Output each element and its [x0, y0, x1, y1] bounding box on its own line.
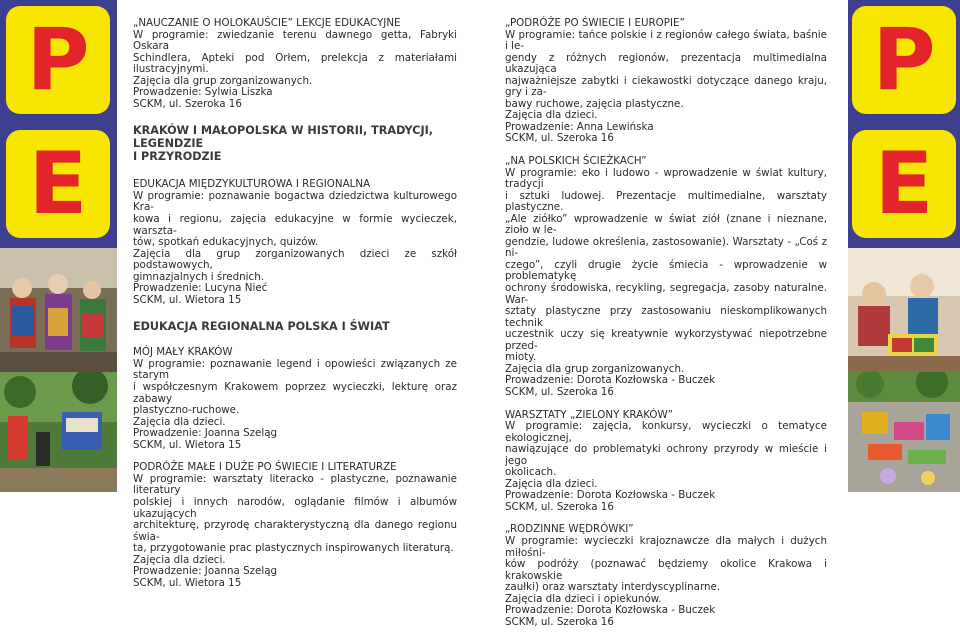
section-title: „NA POLSKICH ŚCIEŻKACH”	[505, 155, 647, 168]
section-title: MÓJ MAŁY KRAKÓW	[133, 346, 233, 359]
section-title: „RODZINNE WĘDRÓWKI”	[505, 523, 634, 536]
text-line: ta, przygotowanie prac plastycznych inspirowanych literaturą.	[133, 542, 454, 555]
text-line: SCKM, ul. Szeroka 16	[505, 615, 614, 628]
text-line: nawiązujące do problematyki ochrony przyrody w mieście i jego	[505, 443, 827, 467]
text-line: W programie: eko i ludowo - wprowadzenie w świat kultury, tradycji	[505, 166, 827, 191]
letter-e: E	[28, 134, 88, 234]
letter-tile-p	[6, 6, 110, 114]
text-line: Prowadzenie: Joanna Szeląg	[133, 565, 278, 578]
text-line: Zajęcia dla dzieci.	[133, 553, 226, 566]
text-line: bawy ruchowe, zajęcia plastyczne.	[505, 97, 684, 110]
text-line: tów, spotkań edukacyjnych, quizów.	[133, 236, 319, 249]
text-line: SCKM, ul. Szeroka 16	[505, 385, 614, 398]
section-title: EDUKACJA MIĘDZYKULTUROWA I REGIONALNA	[133, 178, 371, 191]
heading-line: I PRZYRODZIE	[133, 150, 222, 164]
text-line: uczestnik uczy się kreatywnie wykorzystywać niepotrzebne przed-	[505, 328, 827, 352]
text-line: Zajęcia dla dzieci.	[505, 477, 598, 490]
text-line: mioty.	[505, 351, 537, 364]
left-decorative-strip	[0, 0, 117, 492]
text-line: ków podróży (poznawać będziemy okolice Krakowa i krakowskie	[505, 558, 827, 582]
letter-p: P	[26, 10, 90, 110]
main-heading-krakow-malopolska	[133, 124, 457, 163]
main-heading-regional-education	[133, 320, 457, 333]
text-line: Prowadzenie: Dorota Kozłowska - Buczek	[505, 374, 716, 387]
text-line: W programie: zajęcia, konkursy, wycieczki o tematyce ekologicznej,	[505, 420, 827, 444]
section-intercultural-education	[133, 179, 457, 306]
section-family-hikes	[505, 524, 827, 628]
photo-children-costumes	[0, 248, 117, 372]
text-line: Zajęcia dla dzieci.	[505, 109, 598, 122]
heading-line: KRAKÓW I MAŁOPOLSKA W HISTORII, TRADYCJI, LEGENDZIE	[133, 124, 434, 151]
text-line: W programie: zwiedzanie terenu dawnego getta, Fabryki Oskara	[133, 28, 457, 53]
right-decorative-strip	[848, 0, 960, 492]
photo-children-with-books	[848, 248, 960, 372]
heading-line: EDUKACJA REGIONALNA POLSKA I ŚWIAT	[133, 320, 390, 334]
text-line: W programie: poznawanie legend i opowieści związanych ze starym	[133, 357, 457, 382]
text-line: „Ale ziółko” wprowadzenie w świat ziół (znane i nieznane, zioło w le-	[505, 212, 827, 237]
text-line: W programie: warsztaty literacko - plastyczne, poznawanie literatury	[133, 472, 457, 497]
section-my-little-krakow	[133, 347, 457, 451]
text-line: Zajęcia dla dzieci.	[133, 415, 226, 428]
text-line: Prowadzenie: Dorota Kozłowska - Buczek	[505, 489, 716, 502]
letter-e: E	[874, 134, 934, 234]
photo-pavement-drawing	[848, 372, 960, 492]
section-title: WARSZTATY „ZIELONY KRAKÓW”	[505, 408, 674, 421]
text-line: kowa i regionu, zajęcia edukacyjne w formie wycieczek, warszta-	[133, 213, 457, 237]
section-holocaust-lessons	[133, 18, 457, 110]
text-line: najważniejsze zabytki i ciekawostki dotyczące danego kraju, gry i za-	[505, 74, 827, 99]
right-text-column	[505, 18, 827, 639]
text-line: gimnazjalnych i średnich.	[133, 270, 265, 283]
text-line: W programie: tańce polskie i z regionów całego świata, baśnie i le-	[505, 28, 827, 53]
section-small-and-big-journeys	[133, 462, 457, 589]
text-line: plastyczno-ruchowe.	[133, 404, 240, 417]
text-line: Zajęcia dla grup zorganizowanych.	[133, 74, 313, 87]
letter-tile-p	[852, 6, 956, 114]
text-line: SCKM, ul. Szeroka 16	[505, 132, 614, 145]
text-line: ochrony środowiska, recykling, segregacja, zasoby naturalne. War-	[505, 282, 827, 306]
letter-tile-e	[852, 130, 956, 238]
text-line: SCKM, ul. Wietora 15	[133, 293, 242, 306]
text-line: Prowadzenie: Anna Lewińska	[505, 120, 654, 133]
text-line: polskiej i innych narodów, oglądanie filmów i albumów ukazujących	[133, 495, 457, 520]
section-polish-paths	[505, 156, 827, 398]
text-line: SCKM, ul. Szeroka 16	[133, 97, 242, 110]
text-line: Zajęcia dla grup zorganizowanych.	[505, 362, 685, 375]
section-title: „NAUCZANIE O HOLOKAUŚCIE” LEKCJE EDUKACYJNE	[133, 17, 401, 29]
text-line: zaułki) oraz warsztaty interdyscyplinarne.	[505, 581, 721, 594]
text-line: czego”, czyli drugie życie śmiecia - wprowadzenie w problematykę	[505, 258, 827, 283]
section-title: „PODRÓŻE PO ŚWIECIE I EUROPIE”	[505, 17, 685, 29]
left-text-column	[133, 18, 457, 600]
text-line: Zajęcia dla grup zorganizowanych dzieci ze szkół podstawowych,	[133, 247, 457, 272]
text-line: SCKM, ul. Wietora 15	[133, 438, 242, 451]
text-line: gendzie, ludowe określenia, zastosowanie). Warsztaty - „Coś z ni-	[505, 235, 827, 260]
text-line: SCKM, ul. Wietora 15	[133, 576, 242, 589]
text-line: Zajęcia dla dzieci i opiekunów.	[505, 592, 662, 605]
letter-tile-e	[6, 130, 110, 238]
section-title: PODRÓŻE MAŁE I DUŻE PO ŚWIECIE I LITERATURZE	[133, 461, 397, 474]
text-line: Prowadzenie: Sylwia Liszka	[133, 86, 273, 99]
text-line: W programie: poznawanie bogactwa dziedzictwa kulturowego Kra-	[133, 189, 457, 214]
text-line: okolicach.	[505, 466, 557, 479]
text-line: SCKM, ul. Szeroka 16	[505, 500, 614, 513]
letter-p: P	[872, 10, 936, 110]
photo-outdoor-activity	[0, 372, 117, 492]
text-line: Prowadzenie: Lucyna Nieć	[133, 282, 268, 295]
text-line: i współczesnym Krakowem poprzez wycieczki, lekturę oraz zabawy	[133, 381, 457, 405]
text-line: Prowadzenie: Dorota Kozłowska - Buczek	[505, 604, 716, 617]
text-line: i sztuki ludowej. Prezentacje multimedialne, warsztaty plastyczne.	[505, 189, 827, 214]
section-green-krakow	[505, 410, 827, 514]
text-line: sztaty plastyczne przy zastosowaniu nieskomplikowanych technik	[505, 305, 827, 329]
text-line: architekturę, przyrodę charakterystyczną dla danego regionu świa-	[133, 519, 457, 543]
text-line: gendy z różnych regionów, prezentacja multimedialna ukazująca	[505, 51, 827, 76]
section-travels-world-europe	[505, 18, 827, 145]
text-line: Prowadzenie: Joanna Szeląg	[133, 427, 278, 440]
text-line: Schindlera, Apteki pod Orłem, prelekcja z materiałami ilustracyjnymi.	[133, 51, 457, 76]
text-line: W programie: wycieczki krajoznawcze dla małych i dużych miłośni-	[505, 534, 827, 559]
